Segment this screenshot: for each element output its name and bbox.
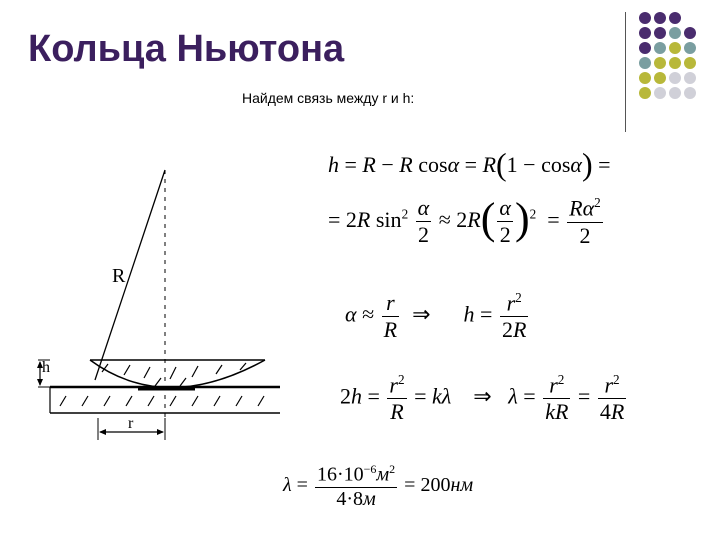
- slide-title: Кольца Ньютона: [28, 28, 345, 70]
- decor-dot: [639, 72, 651, 84]
- decor-dot: [669, 12, 681, 24]
- label-R: R: [112, 265, 126, 287]
- decor-dot: [639, 27, 651, 39]
- plate-hatching: [60, 396, 264, 406]
- decor-dot: [654, 57, 666, 69]
- decor-dot: [669, 42, 681, 54]
- label-r: r: [128, 415, 134, 432]
- r-arrow-head-left: [99, 429, 106, 435]
- r-arrow-head-right: [157, 429, 164, 435]
- slide-subtitle: Найдем связь между r и h:: [242, 90, 415, 106]
- decor-dot: [654, 42, 666, 54]
- decor-dot: [684, 57, 696, 69]
- decor-dot: [669, 87, 681, 99]
- lens-curve: [90, 360, 265, 388]
- decor-dot: [654, 72, 666, 84]
- label-h: h: [42, 359, 50, 376]
- h-arrow-head-down: [37, 379, 43, 386]
- decor-dot: [684, 42, 696, 54]
- formula-alpha-approx: α ≈ $\frac{r}{R}$ ⇒ h = $\frac{r^2}{2R}$: [345, 290, 527, 343]
- decor-dot: [684, 72, 696, 84]
- decor-dot: [654, 87, 666, 99]
- decor-dot: [639, 57, 651, 69]
- radius-line: [95, 170, 165, 380]
- lens-hatching: [102, 363, 246, 386]
- decor-dot: [684, 87, 696, 99]
- decor-dot: [654, 12, 666, 24]
- decor-dot: [639, 12, 651, 24]
- decor-dot: [669, 72, 681, 84]
- newton-rings-diagram: [20, 160, 320, 440]
- formula-lambda-numeric: λ = $\frac{16\cdot 10^{-6}м^2}{4\cdot 8м}$ = 200нм: [283, 462, 474, 510]
- formula-h-definition: h = R − R cosα = R(1 − cosα) =: [328, 146, 611, 182]
- decor-dot: [684, 27, 696, 39]
- formula-h-approx: = 2R $\sin^2$ $\frac{\alpha}{2}$ ≈ 2R( $\frac{\alpha}{2}$ )$^2$ = $\frac{R\alpha^2}{2}$: [328, 194, 601, 248]
- formula-lambda: 2h = $\frac{r^2}{R}$ = kλ ⇒ λ = $\frac{r^2}{kR}$ = $\frac{r^2}{4R}$: [340, 372, 625, 425]
- decor-divider: [625, 12, 626, 132]
- decor-dot: [669, 57, 681, 69]
- decor-dot: [669, 27, 681, 39]
- decor-dot: [654, 27, 666, 39]
- decor-dot: [639, 87, 651, 99]
- decor-dot: [639, 42, 651, 54]
